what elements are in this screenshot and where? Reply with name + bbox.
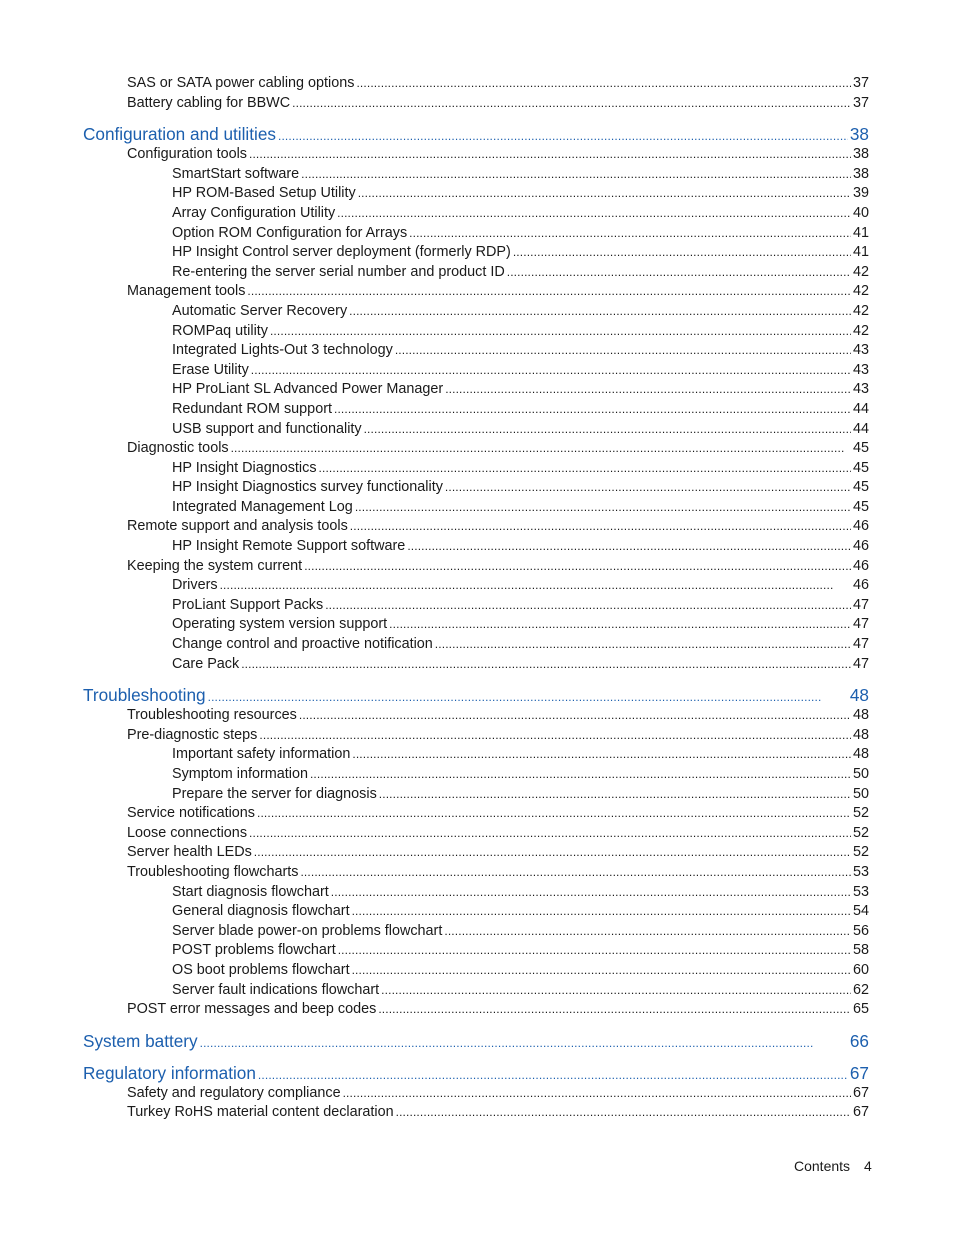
toc-entry-title: OS boot problems flowchart [172,961,350,978]
toc-entry-title: POST problems flowchart [172,942,336,959]
toc-entry-page: 46 [852,557,869,574]
toc-entry[interactable] [172,922,869,942]
toc-entry-title: Configuration and utilities [83,124,276,145]
toc-entry[interactable] [172,459,869,479]
dot-leader [381,981,851,1001]
toc-entry[interactable] [127,557,869,577]
toc-entry[interactable] [172,420,869,440]
dot-leader [200,1030,848,1054]
toc-entry[interactable] [172,243,869,263]
dot-leader [257,804,851,824]
toc-entry-title: Troubleshooting resources [127,707,297,724]
toc-entry-page: 50 [852,785,869,802]
dot-leader [378,1000,851,1020]
toc-entry-title: SmartStart software [172,165,300,182]
dot-leader [444,922,851,942]
toc-entry[interactable] [127,843,869,863]
toc-section-entry[interactable] [83,1030,869,1052]
dot-leader [409,224,851,244]
toc-entry[interactable] [172,615,869,635]
toc-entry-page: 48 [852,746,869,763]
dot-leader [349,302,851,322]
dot-leader [513,243,851,263]
toc-entry[interactable] [172,745,869,765]
dot-leader [379,785,851,805]
dot-leader [507,263,851,283]
dot-leader [247,282,851,302]
toc-entry-page: 43 [852,342,869,359]
toc-entry[interactable] [172,635,869,655]
dot-leader [334,400,851,420]
toc-entry-title: Redundant ROM support [172,400,332,417]
toc-entry-title: System battery [83,1030,198,1051]
dot-leader [352,902,851,922]
toc-entry-page: 52 [852,805,869,822]
toc-entry-page: 67 [852,1084,869,1101]
table-of-contents [0,74,954,1123]
toc-entry-page: 43 [852,361,869,378]
toc-entry-page: 67 [849,1062,869,1083]
toc-entry-title: HP Insight Diagnostics [172,459,317,476]
toc-entry-page: 42 [852,263,869,280]
toc-entry[interactable] [127,517,869,537]
dot-leader [331,883,851,903]
dot-leader [310,765,851,785]
dot-leader [343,1084,851,1104]
toc-entry-page: 47 [852,636,869,653]
toc-entry-title: Diagnostic tools [127,440,229,457]
toc-entry-page: 41 [852,224,869,241]
toc-entry-page: 53 [852,883,869,900]
toc-entry-page: 50 [852,766,869,782]
toc-entry[interactable] [172,576,869,596]
toc-entry-title: Re-entering the server serial number and product ID [172,263,505,280]
toc-entry-page: 42 [852,283,869,300]
toc-entry-title: POST error messages and beep codes [127,1001,377,1018]
toc-entry[interactable] [127,726,869,746]
toc-section-entry[interactable] [83,684,869,706]
dot-leader [208,684,848,708]
toc-entry-title: Troubleshooting [83,685,206,706]
toc-entry-title: HP Insight Diagnostics survey functionality [172,479,443,496]
toc-entry[interactable] [172,400,869,420]
dot-leader [299,706,851,726]
toc-entry[interactable] [172,478,869,498]
toc-entry[interactable] [172,322,869,342]
toc-entry-page: 47 [852,616,869,633]
dot-leader [355,498,851,518]
toc-entry-page: 45 [852,459,869,476]
toc-entry-page: 46 [852,538,869,555]
toc-entry[interactable] [127,824,869,844]
toc-entry[interactable] [172,941,869,961]
toc-entry[interactable] [172,537,869,557]
toc-entry[interactable] [172,224,869,244]
dot-leader [435,635,851,655]
toc-section-entry[interactable] [83,1062,869,1084]
toc-entry[interactable] [172,204,869,224]
dot-leader [292,94,851,114]
dot-leader [352,745,851,765]
dot-leader [220,576,851,596]
toc-entry[interactable] [127,863,869,883]
toc-entry-title: Remote support and analysis tools [127,518,348,535]
toc-entry[interactable] [127,804,869,824]
toc-entry-page: 45 [852,479,869,496]
toc-entry-title: HP ROM-Based Setup Utility [172,185,356,202]
toc-entry-title: General diagnosis flowchart [172,903,350,920]
toc-entry-page: 38 [852,146,869,163]
toc-entry[interactable] [172,596,869,616]
toc-entry-title: HP Insight Remote Support software [172,538,406,555]
toc-entry-page: 46 [852,577,869,594]
toc-entry-title: HP ProLiant SL Advanced Power Manager [172,381,444,398]
toc-entry[interactable] [172,302,869,322]
dot-leader [337,204,851,224]
toc-entry[interactable] [172,341,869,361]
toc-entry[interactable] [172,785,869,805]
toc-entry-page: 37 [852,94,869,111]
toc-entry-title: Battery cabling for BBWC [127,94,291,111]
toc-entry-page: 38 [849,124,869,145]
dot-leader [338,941,851,961]
dot-leader [395,341,851,361]
toc-entry-page: 47 [852,655,869,672]
toc-entry-title: SAS or SATA power cabling options [127,75,355,91]
toc-entry[interactable] [172,184,869,204]
toc-entry-page: 41 [852,244,869,261]
toc-entry-page: 39 [852,185,869,202]
toc-entry-title: Configuration tools [127,146,247,163]
dot-leader [325,596,851,616]
toc-entry-title: Pre-diagnostic steps [127,726,258,743]
toc-entry-page: 60 [852,961,869,978]
toc-entry[interactable] [172,655,869,675]
toc-entry[interactable] [172,165,869,185]
toc-entry-title: Integrated Management Log [172,498,353,515]
dot-leader [350,517,851,537]
toc-entry-page: 45 [852,440,869,457]
toc-entry-page: 47 [852,596,869,613]
toc-entry-page: 62 [852,981,869,998]
toc-entry-title: Option ROM Configuration for Arrays [172,224,408,241]
dot-leader [304,557,851,577]
footer-page-number: 4 [864,1158,872,1174]
toc-entry-title: Start diagnosis flowchart [172,883,329,900]
dot-leader [389,615,851,635]
toc-entry-title: Regulatory information [83,1062,256,1083]
toc-entry-title: USB support and functionality [172,420,362,437]
toc-entry-page: 43 [852,381,869,398]
toc-entry-page: 37 [852,75,869,91]
toc-entry-title: Drivers [172,577,218,594]
toc-entry[interactable] [172,902,869,922]
toc-entry-title: Symptom information [172,766,308,782]
dot-leader [231,439,851,459]
toc-entry-page: 54 [852,903,869,920]
dot-leader [407,537,851,557]
toc-entry-title: Troubleshooting flowcharts [127,863,299,880]
dot-leader [358,184,851,204]
toc-entry-title: Server blade power-on problems flowchart [172,922,443,939]
toc-entry[interactable] [172,361,869,381]
toc-entry-page: 45 [852,498,869,515]
toc-entry-title: ProLiant Support Packs [172,596,324,613]
toc-entry-title: Safety and regulatory compliance [127,1084,341,1101]
toc-entry-page: 52 [852,844,869,861]
dot-leader [445,380,851,400]
toc-entry-title: Server fault indications flowchart [172,981,380,998]
toc-entry[interactable] [127,1103,869,1123]
footer-label: Contents [794,1158,851,1174]
toc-entry-page: 58 [852,942,869,959]
toc-entry-page: 48 [852,707,869,724]
toc-entry-title: Array Configuration Utility [172,204,336,221]
toc-entry-title: Turkey RoHS material content declaration [127,1104,394,1121]
toc-entry-page: 46 [852,518,869,535]
toc-entry-page: 56 [852,922,869,939]
toc-entry-page: 38 [852,165,869,182]
dot-leader [364,420,851,440]
toc-entry-title: Server health LEDs [127,844,252,861]
dot-leader [445,478,851,498]
dot-leader [251,361,851,381]
toc-entry-page: 65 [852,1001,869,1018]
toc-entry[interactable] [127,145,869,165]
toc-entry-title: Automatic Server Recovery [172,302,348,319]
toc-entry-page: 42 [852,322,869,339]
dot-leader [249,824,851,844]
toc-entry[interactable] [127,282,869,302]
toc-entry[interactable] [127,706,869,726]
toc-entry[interactable] [127,1084,869,1104]
toc-entry-title: Loose connections [127,824,248,841]
toc-entry[interactable] [172,883,869,903]
toc-entry-title: ROMPaq utility [172,322,268,339]
toc-entry-title: Operating system version support [172,616,388,633]
dot-leader [270,322,851,342]
toc-entry-title: Erase Utility [172,361,249,378]
dot-leader [352,961,851,981]
dot-leader [396,1103,851,1123]
toc-entry-title: Integrated Lights-Out 3 technology [172,342,393,359]
toc-entry-title: Change control and proactive notification [172,636,433,653]
dot-leader [319,459,851,479]
toc-entry-title: Management tools [127,283,246,300]
toc-entry-title: Prepare the server for diagnosis [172,785,377,802]
toc-entry[interactable] [172,981,869,1001]
toc-entry-page: 44 [852,400,869,417]
toc-entry-page: 44 [852,420,869,437]
toc-entry-title: Important safety information [172,746,351,763]
dot-leader [241,655,851,675]
dot-leader [254,843,851,863]
toc-entry[interactable] [127,439,869,459]
dot-leader [278,123,848,147]
toc-entry-title: Care Pack [172,655,240,672]
toc-entry[interactable] [127,1000,869,1020]
toc-entry-page: 52 [852,824,869,841]
toc-entry-title: Keeping the system current [127,557,303,574]
toc-entry[interactable] [172,961,869,981]
toc-entry-title: HP Insight Control server deployment (formerly RDP) [172,244,511,261]
toc-entry[interactable] [172,380,869,400]
toc-entry-page: 67 [852,1104,869,1121]
toc-entry[interactable] [172,765,869,785]
dot-leader [356,74,851,94]
dot-leader [300,863,851,883]
dot-leader [258,1062,848,1086]
toc-entry-page: 40 [852,204,869,221]
toc-entry[interactable] [127,74,869,94]
page-footer [794,1158,872,1174]
toc-entry-page: 66 [849,1030,869,1051]
toc-entry-page: 53 [852,863,869,880]
toc-entry-page: 48 [849,685,869,706]
dot-leader [249,145,851,165]
dot-leader [259,726,851,746]
toc-entry-title: Service notifications [127,805,255,822]
dot-leader [301,165,851,185]
toc-entry[interactable] [172,498,869,518]
toc-entry-page: 48 [852,726,869,743]
toc-entry[interactable] [172,263,869,283]
toc-entry-page: 42 [852,302,869,319]
toc-section-entry[interactable] [83,123,869,145]
toc-entry[interactable] [127,94,869,114]
